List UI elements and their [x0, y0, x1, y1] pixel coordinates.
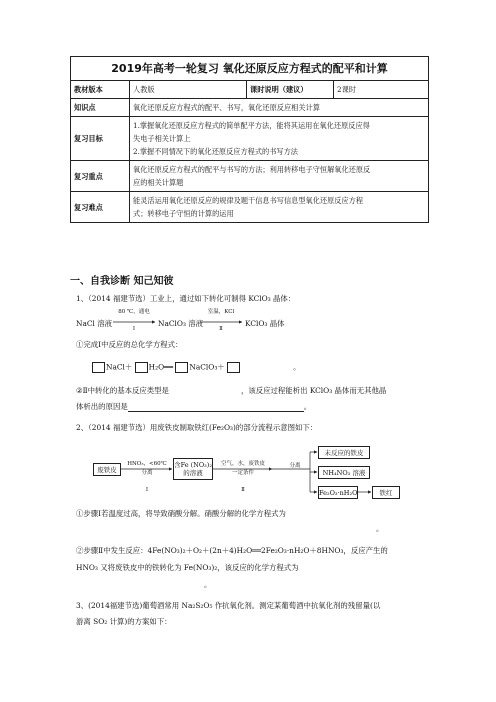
q1-end: KClO₃ 晶体 [245, 319, 285, 328]
q2-step2-gap [76, 580, 211, 590]
q1-sub2-text: 体析出的原因是 [76, 402, 128, 411]
knowledge-label: 知识点 [71, 99, 130, 117]
q2-step1: ①步骤Ⅰ若温度过高，将导致硝酸分解。硝酸分解的化学方程式为 [76, 509, 286, 518]
q1-sub2-text: 。 [303, 402, 312, 411]
q3-line1: 3、(2014福建节选)葡萄酒常用 Na₂S₂O₅ 作抗氧化剂。测定某葡萄酒中抗氧化剂的残留量(以 [76, 601, 381, 610]
flow-separation-label: 分离 [289, 463, 301, 469]
q1-arrow2-condition: 室温，KCl [207, 309, 235, 315]
flow-arrow1-step: Ⅰ [145, 487, 149, 493]
key-points-line: 氧化还原反应方程式的配平与书写的方法；利用转移电子守恒解氧化还原反 [133, 165, 371, 174]
goals-line: 失电子相关计算上 [133, 134, 191, 143]
flow-box-hydrated-iron-oxide: Fe₂O₃·nH₂O [318, 486, 358, 499]
eq-part: H₂O══ [148, 362, 174, 372]
flow-box-ammonium-nitrate: NH₄NO₃ 溶液 [318, 466, 370, 479]
q3-line2: 游离 SO₂ 计算)的方案如下： [76, 617, 172, 626]
flow-box-fe-nitrate-solution: 含Fe (NO₃)₂的溶液 [173, 458, 213, 480]
q1-sub1: ①完成Ⅰ中反应的总化学方程式： [76, 340, 183, 349]
eq-part: NaCl＋ [106, 362, 133, 372]
q2-step1-end: 。 [376, 524, 384, 533]
flow-arrow2-step: Ⅱ [241, 487, 245, 493]
difficulties-line: 式；转移电子守恒的计算的运用 [133, 209, 234, 218]
key-points-label: 复习重点 [71, 161, 130, 192]
key-points-line: 应的相关计算题 [133, 178, 184, 187]
q2-step2-cont: HNO₃ 又将废铁皮中的铁转化为 Fe(NO₃)₂，该反应的化学方程式为 [76, 563, 299, 572]
goals-line: 1.掌握氧化还原反应方程式的简单配平方法，能将其运用在氧化还原反应得 [133, 121, 370, 130]
q1-sub2-text: ，该反应过程能析出 KClO₃ 晶体而无其他晶 [240, 386, 387, 395]
flow-arrow1-process: 分离 [141, 470, 153, 476]
goals-label: 复习目标 [71, 117, 130, 161]
textbook-label: 教材版本 [71, 81, 130, 99]
q2-intro: 2、（2014 福建节选）用废铁皮制取铁红(Fe₂O₃)的部分流程示意图如下： [76, 423, 318, 432]
q1-arrow2-step: Ⅱ [219, 326, 223, 332]
textbook-value: 人教版 [130, 81, 247, 99]
q1-arrow1-condition: 80 ℃，通电 [118, 309, 150, 315]
period-value: 2课时 [334, 81, 429, 99]
flow-arrow2-condition: 空气，水，废铁皮 [220, 461, 265, 467]
q2-step1-gap [76, 524, 383, 534]
eq-part: 。 [293, 362, 301, 372]
period-label: 课时说明（建议） [247, 81, 334, 99]
goals-line: 2.掌握不同情况下的氧化还原反应方程式的书写方法 [133, 147, 298, 156]
flow-arrow2-process: 一定条件 [231, 470, 254, 476]
q2-step2-end: 。 [204, 580, 212, 589]
q1-sub2-text: ②Ⅱ中转化的基本反应类型是 [76, 386, 169, 395]
eq-part: NaClO₃＋ [189, 362, 225, 372]
difficulties-line: 能灵活运用氧化还原反应的规律及题干信息书写信息型氧化还原反应方程 [133, 196, 364, 205]
document-title: 2019年高考一轮复习 氧化还原反应方程式的配平和计算 [71, 57, 429, 81]
flow-box-scrap-iron: 废铁皮 [93, 463, 121, 476]
q1-intro: 1、（2014 福建节选）工业上，通过如下转化可制得 KClO₃ 晶体： [76, 294, 296, 303]
section-heading: 一、自我诊断 知己知彼 [70, 276, 174, 287]
q2-step2: ②步骤Ⅱ中发生反应：4Fe(NO₃)₂＋O₂＋(2n＋4)H₂O══2Fe₂O₃·nH₂O＋8HNO₃，反应产生的 [76, 546, 388, 555]
flow-box-unreacted-iron: 未反应的铁皮 [318, 446, 370, 459]
flow-arrow1-condition: HNO₃，<60℃ [127, 461, 167, 467]
knowledge-text: 氧化还原反应方程式的配平、书写，氧化还原反应相关计算 [130, 99, 429, 117]
flow-box-iron-red: 铁红 [372, 486, 400, 499]
q1-mid: NaClO₃ 溶液 [158, 319, 204, 328]
difficulties-label: 复习难点 [71, 192, 130, 223]
q1-start: NaCl 溶液 [76, 319, 113, 328]
q1-arrow1-step: Ⅰ [132, 326, 136, 332]
